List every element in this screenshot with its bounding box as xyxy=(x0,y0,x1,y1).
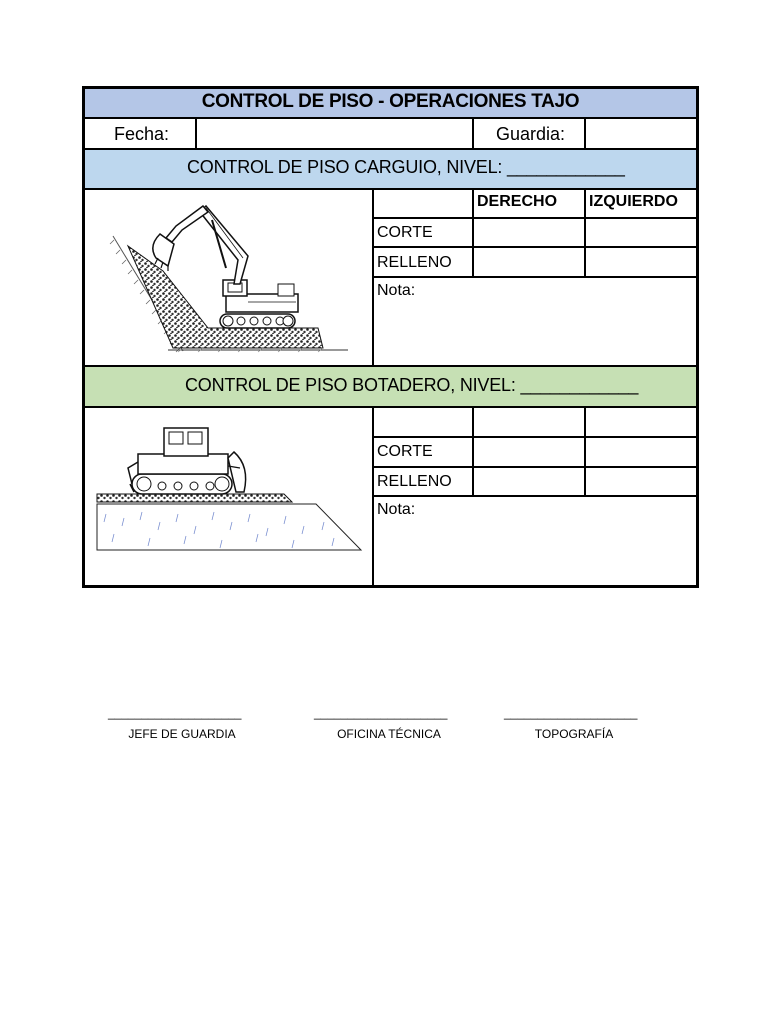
botadero-relleno-derecho-field[interactable] xyxy=(474,468,584,495)
carguio-heading: CONTROL DE PISO CARGUIO, NIVEL: ____________ xyxy=(187,157,625,177)
form-title: CONTROL DE PISO - OPERACIONES TAJO xyxy=(201,91,580,112)
botadero-row-corte: CORTE xyxy=(377,443,433,460)
botadero-corte-izquierdo-field[interactable] xyxy=(586,438,696,466)
carguio-nota-field[interactable] xyxy=(420,278,696,364)
botadero-header-izquierdo-field[interactable] xyxy=(586,408,696,436)
carguio-row-corte: CORTE xyxy=(377,224,433,241)
col-derecho-header: DERECHO xyxy=(477,193,558,210)
botadero-heading: CONTROL DE PISO BOTADERO, NIVEL: ____________ xyxy=(185,375,639,395)
bulldozer-icon xyxy=(94,422,366,557)
botadero-header-derecho-field[interactable] xyxy=(474,408,584,436)
carguio-relleno-derecho-field[interactable] xyxy=(474,248,584,276)
carguio-relleno-izquierdo-field[interactable] xyxy=(586,248,696,276)
carguio-row-relleno: RELLENO xyxy=(377,254,452,271)
signature-line-topografia: ____________________ xyxy=(504,706,638,720)
excavator-icon xyxy=(108,196,358,356)
carguio-corte-izquierdo-field[interactable] xyxy=(586,219,696,246)
botadero-row-relleno: RELLENO xyxy=(377,473,452,490)
signature-line-jefe: ____________________ xyxy=(108,706,242,720)
botadero-nota-label: Nota: xyxy=(377,501,416,518)
guardia-label: Guardia: xyxy=(496,124,566,144)
carguio-corte-derecho-field[interactable] xyxy=(474,219,584,246)
grid-line xyxy=(472,118,474,149)
fecha-field[interactable] xyxy=(197,119,471,147)
grid-line xyxy=(372,188,374,366)
botadero-nota-field[interactable] xyxy=(420,497,696,583)
grid-line xyxy=(84,188,697,190)
botadero-relleno-izquierdo-field[interactable] xyxy=(586,468,696,495)
signature-label-oficina: OFICINA TÉCNICA xyxy=(337,727,441,741)
signature-label-jefe: JEFE DE GUARDIA xyxy=(128,727,236,741)
col-izquierdo-header: IZQUIERDO xyxy=(589,193,678,210)
signature-line-oficina: ____________________ xyxy=(314,706,448,720)
botadero-corte-derecho-field[interactable] xyxy=(474,438,584,466)
guardia-field[interactable] xyxy=(586,119,696,147)
grid-line xyxy=(84,148,697,150)
grid-line xyxy=(372,406,374,586)
fecha-label: Fecha: xyxy=(114,124,170,144)
carguio-nota-label: Nota: xyxy=(377,282,416,299)
signature-label-topografia: TOPOGRAFÍA xyxy=(534,727,614,741)
grid-line xyxy=(84,365,697,367)
